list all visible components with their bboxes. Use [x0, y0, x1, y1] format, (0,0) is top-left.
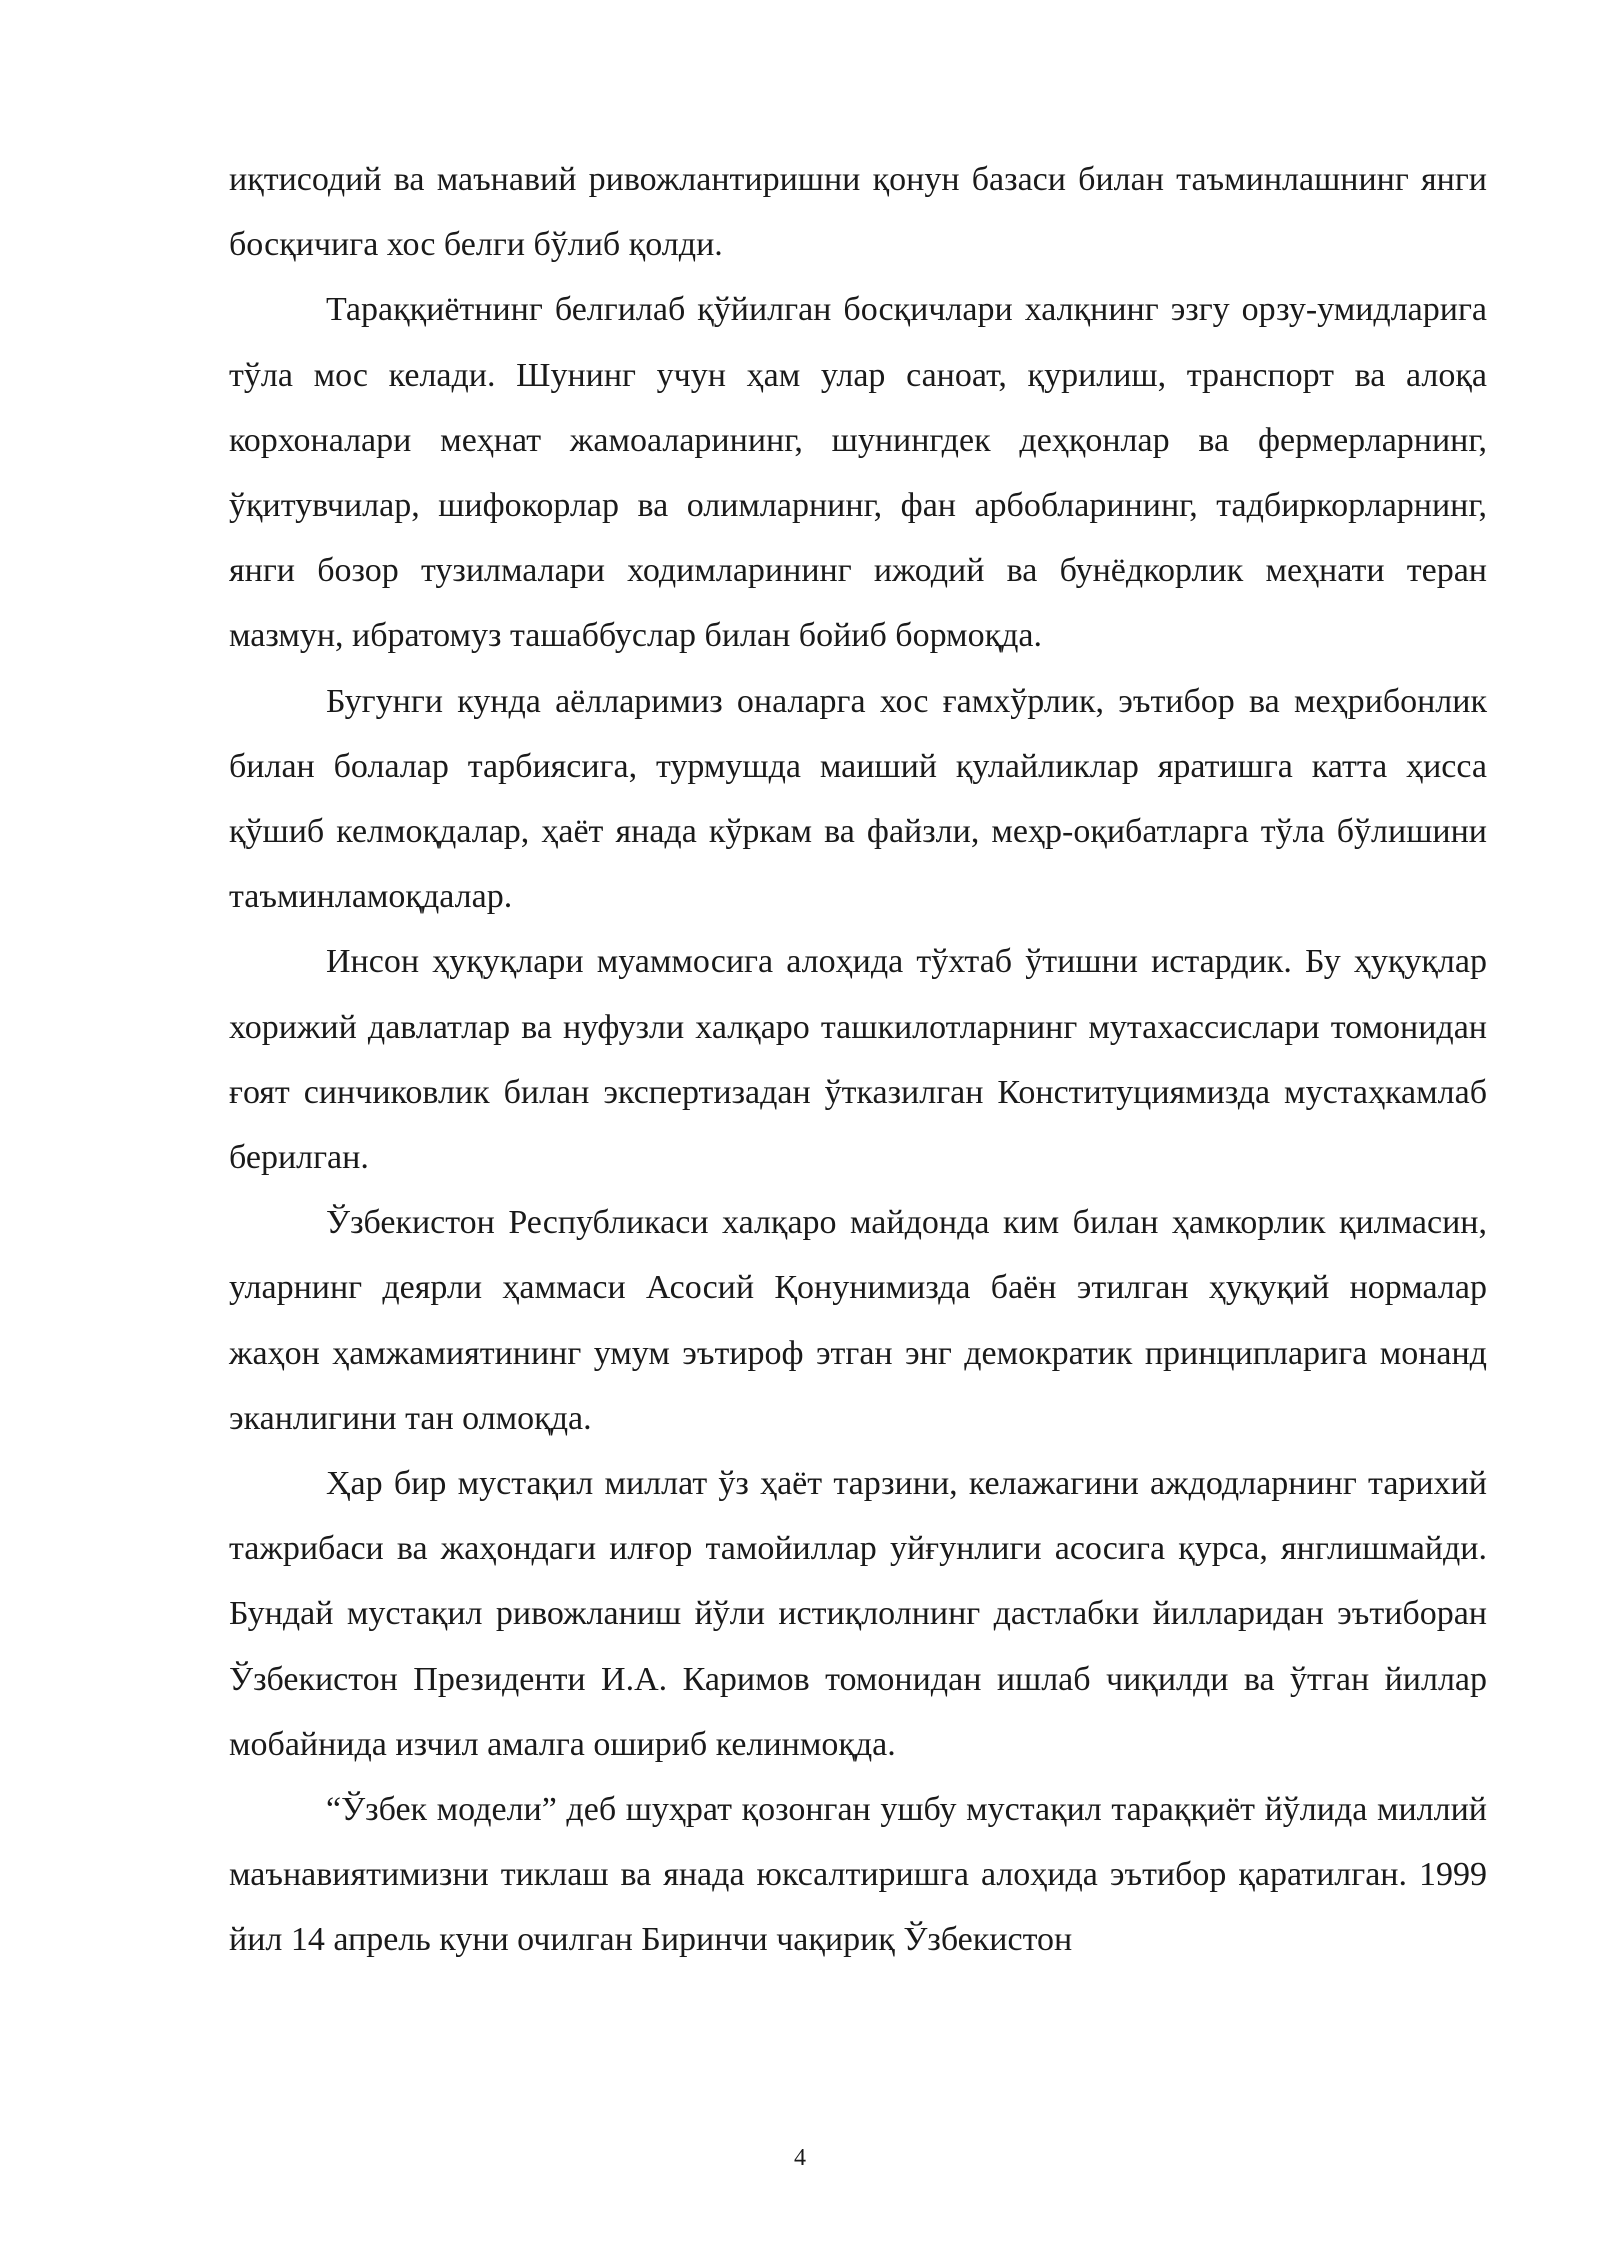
body-text: [229, 147, 1487, 1973]
paragraph-1: иқтисодий ва маънавий ривожлантиришни қонун базаси билан таъминлашнинг янги босқичига хос белги бўлиб қолди.: [229, 161, 1487, 264]
paragraph-7: “Ўзбек модели” деб шуҳрат қозонган ушбу мустақил тараққиёт йўлида миллий маънавиятимизни тиклаш ва янада юксалтиришга алоҳида эътибор қаратилган. 1999 йил 14 апрель куни очилган Биринчи чақириқ Ўзбекистон: [229, 1791, 1487, 1959]
paragraph-3: Бугунги кунда аёлларимиз оналарга хос ғамхўрлик, эътибор ва меҳрибонлик билан болалар тарбиясига, турмушда маиший қулайликлар яратишга катта ҳисса қўшиб келмоқдалар, ҳаёт янада кўркам ва файзли, меҳр-оқибатларга тўла бўлишини таъминламоқдалар.: [229, 682, 1487, 916]
paragraph-2: Тараққиётнинг белгилаб қўйилган босқичлари халқнинг эзгу орзу-умидларига тўла мос келади. Шунинг учун ҳам улар саноат, қурилиш, транспорт ва алоқа корхоналари меҳнат жамоаларининг, шунингдек деҳқонлар ва фермерларнинг, ўқитувчилар, шифокорлар ва олимларнинг, фан арбобларининг, тадбиркорларнинг, янги бозор тузилмалари ходимларининг ижодий ва бунёдкорлик меҳнати теран мазмун, ибратомуз ташаббуслар билан бойиб бормоқда.: [229, 291, 1487, 655]
paragraph-4: Инсон ҳуқуқлари муаммосига алоҳида тўхтаб ўтишни истардик. Бу ҳуқуқлар хорижий давлатлар ва нуфузли халқаро ташкилотларнинг мутахассислари томонидан ғоят синчиковлик билан экспертизадан ўтказилган Конституциямизда мустаҳкамлаб берилган.: [229, 943, 1487, 1177]
paragraph-6: Ҳар бир мустақил миллат ўз ҳаёт тарзини, келажагини аждодларнинг тарихий тажрибаси ва жаҳондаги илғор тамойиллар уйғунлиги асосига қурса, янглишмайди. Бундай мустақил ривожланиш йўли истиқлолнинг дастлабки йилларидан эътиборан Ўзбекистон Президенти И.А. Каримов томонидан ишлаб чиқилди ва ўтган йиллар мобайнида изчил амалга ошириб келинмоқда.: [229, 1465, 1487, 1763]
page-number: 4: [794, 2145, 806, 2171]
paragraph-5: Ўзбекистон Республикаси халқаро майдонда ким билан ҳамкорлик қилмасин, уларнинг деярли ҳаммаси Асосий Қонунимизда баён этилган ҳуқуқий нормалар жаҳон ҳамжамиятининг умум эътироф этган энг демократик принципларига монанд эканлигини тан олмоқда.: [229, 1204, 1487, 1437]
